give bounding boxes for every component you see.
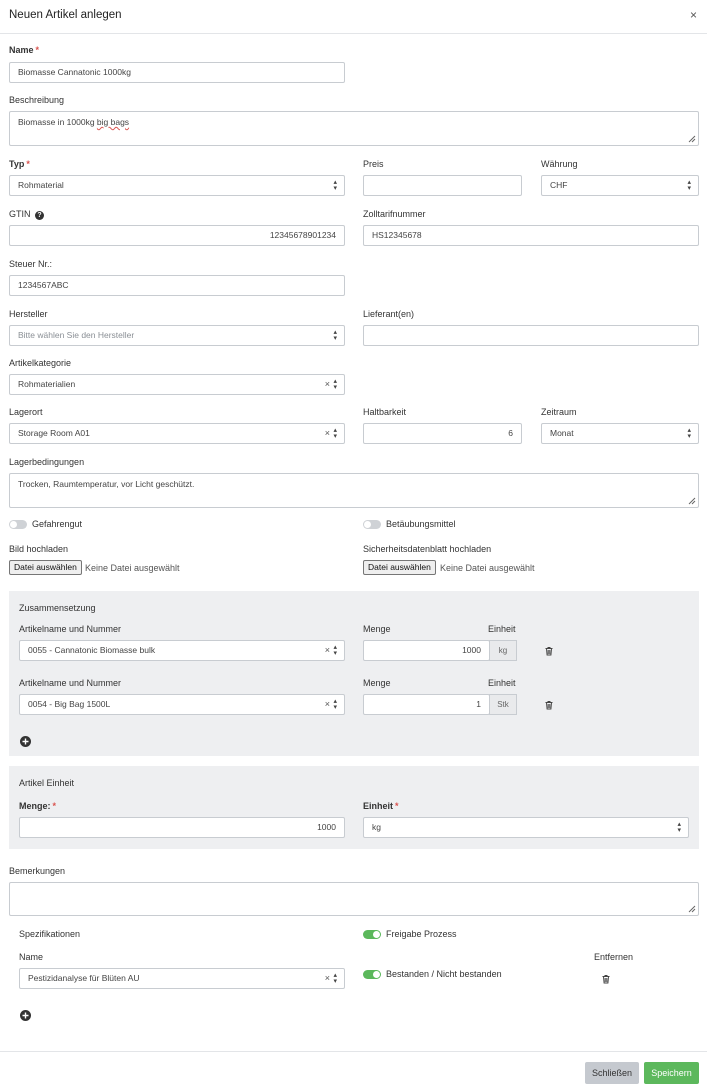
zusammensetzung-panel	[9, 591, 699, 756]
bestanden-label: Bestanden / Nicht bestanden	[386, 969, 502, 979]
einheit-label: Einheit	[488, 678, 516, 688]
clear-icon[interactable]: ×	[324, 645, 330, 655]
einheit-label: Einheit	[488, 624, 516, 634]
kategorie-select-value: Rohmaterialien	[18, 379, 76, 389]
name-input[interactable]: Biomasse Cannatonic 1000kg	[9, 62, 345, 83]
select-caret-icon: ▴ ▾	[333, 378, 337, 391]
select-caret-icon: ▴ ▾	[333, 972, 337, 985]
haltbarkeit-input[interactable]: 6	[363, 423, 522, 444]
select-caret-icon: ▴ ▾	[333, 179, 337, 192]
bild-upload-button[interactable]: Datei auswählen	[9, 560, 82, 575]
bemerkungen-label: Bemerkungen	[9, 866, 66, 876]
gtin-label: GTIN ?	[9, 209, 44, 220]
artikel-label: Artikelname und Nummer	[19, 624, 122, 634]
zeitraum-select[interactable]	[541, 423, 699, 444]
kategorie-label: Artikelkategorie	[9, 358, 72, 368]
zolltarif-input[interactable]: HS12345678	[363, 225, 699, 246]
zeitraum-label: Zeitraum	[541, 407, 577, 417]
freigabe-label: Freigabe Prozess	[386, 929, 457, 939]
typ-label: Typ *	[9, 159, 30, 169]
zusammensetzung-title: Zusammensetzung	[19, 603, 96, 613]
select-caret-icon: ▴ ▾	[687, 427, 691, 440]
steuer-input[interactable]: 1234567ABC	[9, 275, 345, 296]
resize-grip-icon[interactable]	[688, 497, 696, 505]
ae-menge-input[interactable]: 1000	[19, 817, 345, 838]
steuer-label: Steuer Nr.:	[9, 259, 53, 269]
beschreibung-label: Beschreibung	[9, 95, 65, 105]
betaeubungsmittel-label: Betäubungsmittel	[386, 519, 456, 529]
lagerort-label: Lagerort	[9, 407, 43, 417]
gefahrengut-label: Gefahrengut	[32, 519, 83, 529]
beschreibung-textarea[interactable]	[9, 111, 699, 146]
ae-menge-label: Menge: *	[19, 801, 57, 811]
sdb-status: Keine Datei ausgewählt	[440, 563, 535, 573]
menge-input[interactable]: 1000	[363, 640, 490, 661]
bestanden-toggle[interactable]	[363, 970, 381, 979]
footer-divider	[0, 1051, 707, 1052]
modal-title: Neuen Artikel anlegen	[9, 9, 122, 21]
close-button[interactable]: Schließen	[585, 1062, 639, 1084]
hersteller-placeholder: Bitte wählen Sie den Hersteller	[18, 330, 135, 340]
einheit-addon: kg	[489, 640, 517, 661]
waehrung-select-value: CHF	[550, 180, 568, 190]
waehrung-label: Währung	[541, 159, 578, 169]
haltbarkeit-label: Haltbarkeit	[363, 407, 407, 417]
lagerort-select[interactable]	[9, 423, 345, 444]
hersteller-label: Hersteller	[9, 309, 48, 319]
artikel-select-value: 0054 - Big Bag 1500L	[28, 699, 111, 709]
select-caret-icon: ▴ ▾	[333, 698, 337, 711]
ae-einheit-value: kg	[372, 822, 381, 832]
lieferant-label: Lieferant(en)	[363, 309, 415, 319]
close-icon[interactable]: ×	[690, 8, 698, 22]
typ-select-value: Rohmaterial	[18, 180, 64, 190]
clear-icon[interactable]: ×	[324, 379, 330, 389]
spez-name-label: Name	[19, 952, 44, 962]
add-circle-icon[interactable]	[20, 1010, 31, 1021]
artikel-select[interactable]	[19, 694, 345, 715]
trash-icon[interactable]	[544, 700, 554, 710]
waehrung-select[interactable]	[541, 175, 699, 196]
add-circle-icon[interactable]	[20, 736, 31, 747]
hersteller-select[interactable]	[9, 325, 345, 346]
header-divider	[0, 33, 707, 34]
help-icon[interactable]: ?	[35, 211, 44, 220]
clear-icon[interactable]: ×	[324, 973, 330, 983]
lieferant-select[interactable]	[363, 325, 699, 346]
menge-label: Menge	[363, 624, 391, 634]
beschreibung-text-misspelled: big bags	[96, 117, 130, 127]
sdb-upload-button[interactable]: Datei auswählen	[363, 560, 436, 575]
lagerort-select-value: Storage Room A01	[18, 428, 90, 438]
select-caret-icon: ▴ ▾	[677, 821, 681, 834]
menge-input[interactable]: 1	[363, 694, 490, 715]
freigabe-toggle[interactable]	[363, 930, 381, 939]
resize-grip-icon[interactable]	[688, 905, 696, 913]
clear-icon[interactable]: ×	[324, 699, 330, 709]
ae-einheit-select[interactable]	[363, 817, 689, 838]
select-caret-icon: ▴ ▾	[333, 644, 337, 657]
artikel-einheit-title: Artikel Einheit	[19, 778, 75, 788]
gefahrengut-toggle[interactable]	[9, 520, 27, 529]
artikel-select[interactable]	[19, 640, 345, 661]
trash-icon[interactable]	[544, 646, 554, 656]
bild-label: Bild hochladen	[9, 544, 69, 554]
beschreibung-text: Biomasse in 1000kg	[18, 117, 95, 127]
spez-name-select[interactable]	[19, 968, 345, 989]
lagerbedingungen-text: Trocken, Raumtemperatur, vor Licht geschützt.	[18, 479, 195, 489]
select-caret-icon: ▴ ▾	[333, 427, 337, 440]
betaeubungsmittel-toggle[interactable]	[363, 520, 381, 529]
trash-icon[interactable]	[601, 974, 611, 984]
lagerbedingungen-label: Lagerbedingungen	[9, 457, 85, 467]
ae-einheit-label: Einheit *	[363, 801, 399, 811]
save-button[interactable]: Speichern	[644, 1062, 699, 1084]
artikel-label: Artikelname und Nummer	[19, 678, 122, 688]
resize-grip-icon[interactable]	[688, 135, 696, 143]
preis-label: Preis	[363, 159, 384, 169]
name-label: Name *	[9, 45, 40, 55]
menge-label: Menge	[363, 678, 391, 688]
select-caret-icon: ▴ ▾	[333, 329, 337, 342]
sdb-label: Sicherheitsdatenblatt hochladen	[363, 544, 492, 554]
artikel-select-value: 0055 - Cannatonic Biomasse bulk	[28, 645, 156, 655]
kategorie-select[interactable]	[9, 374, 345, 395]
typ-select[interactable]	[9, 175, 345, 196]
bemerkungen-textarea[interactable]	[9, 882, 699, 916]
gtin-input[interactable]: 12345678901234	[9, 225, 345, 246]
spez-name-value: Pestizidanalyse für Blüten AU	[28, 973, 140, 983]
bild-status: Keine Datei ausgewählt	[85, 563, 180, 573]
entfernen-label: Entfernen	[594, 952, 634, 962]
einheit-addon: Stk	[489, 694, 517, 715]
lagerbedingungen-textarea[interactable]	[9, 473, 699, 508]
zeitraum-select-value: Monat	[550, 428, 574, 438]
preis-input[interactable]	[363, 175, 522, 196]
spezifikationen-title: Spezifikationen	[19, 929, 81, 939]
clear-icon[interactable]: ×	[324, 428, 330, 438]
zolltarif-label: Zolltarifnummer	[363, 209, 426, 219]
select-caret-icon: ▴ ▾	[687, 179, 691, 192]
